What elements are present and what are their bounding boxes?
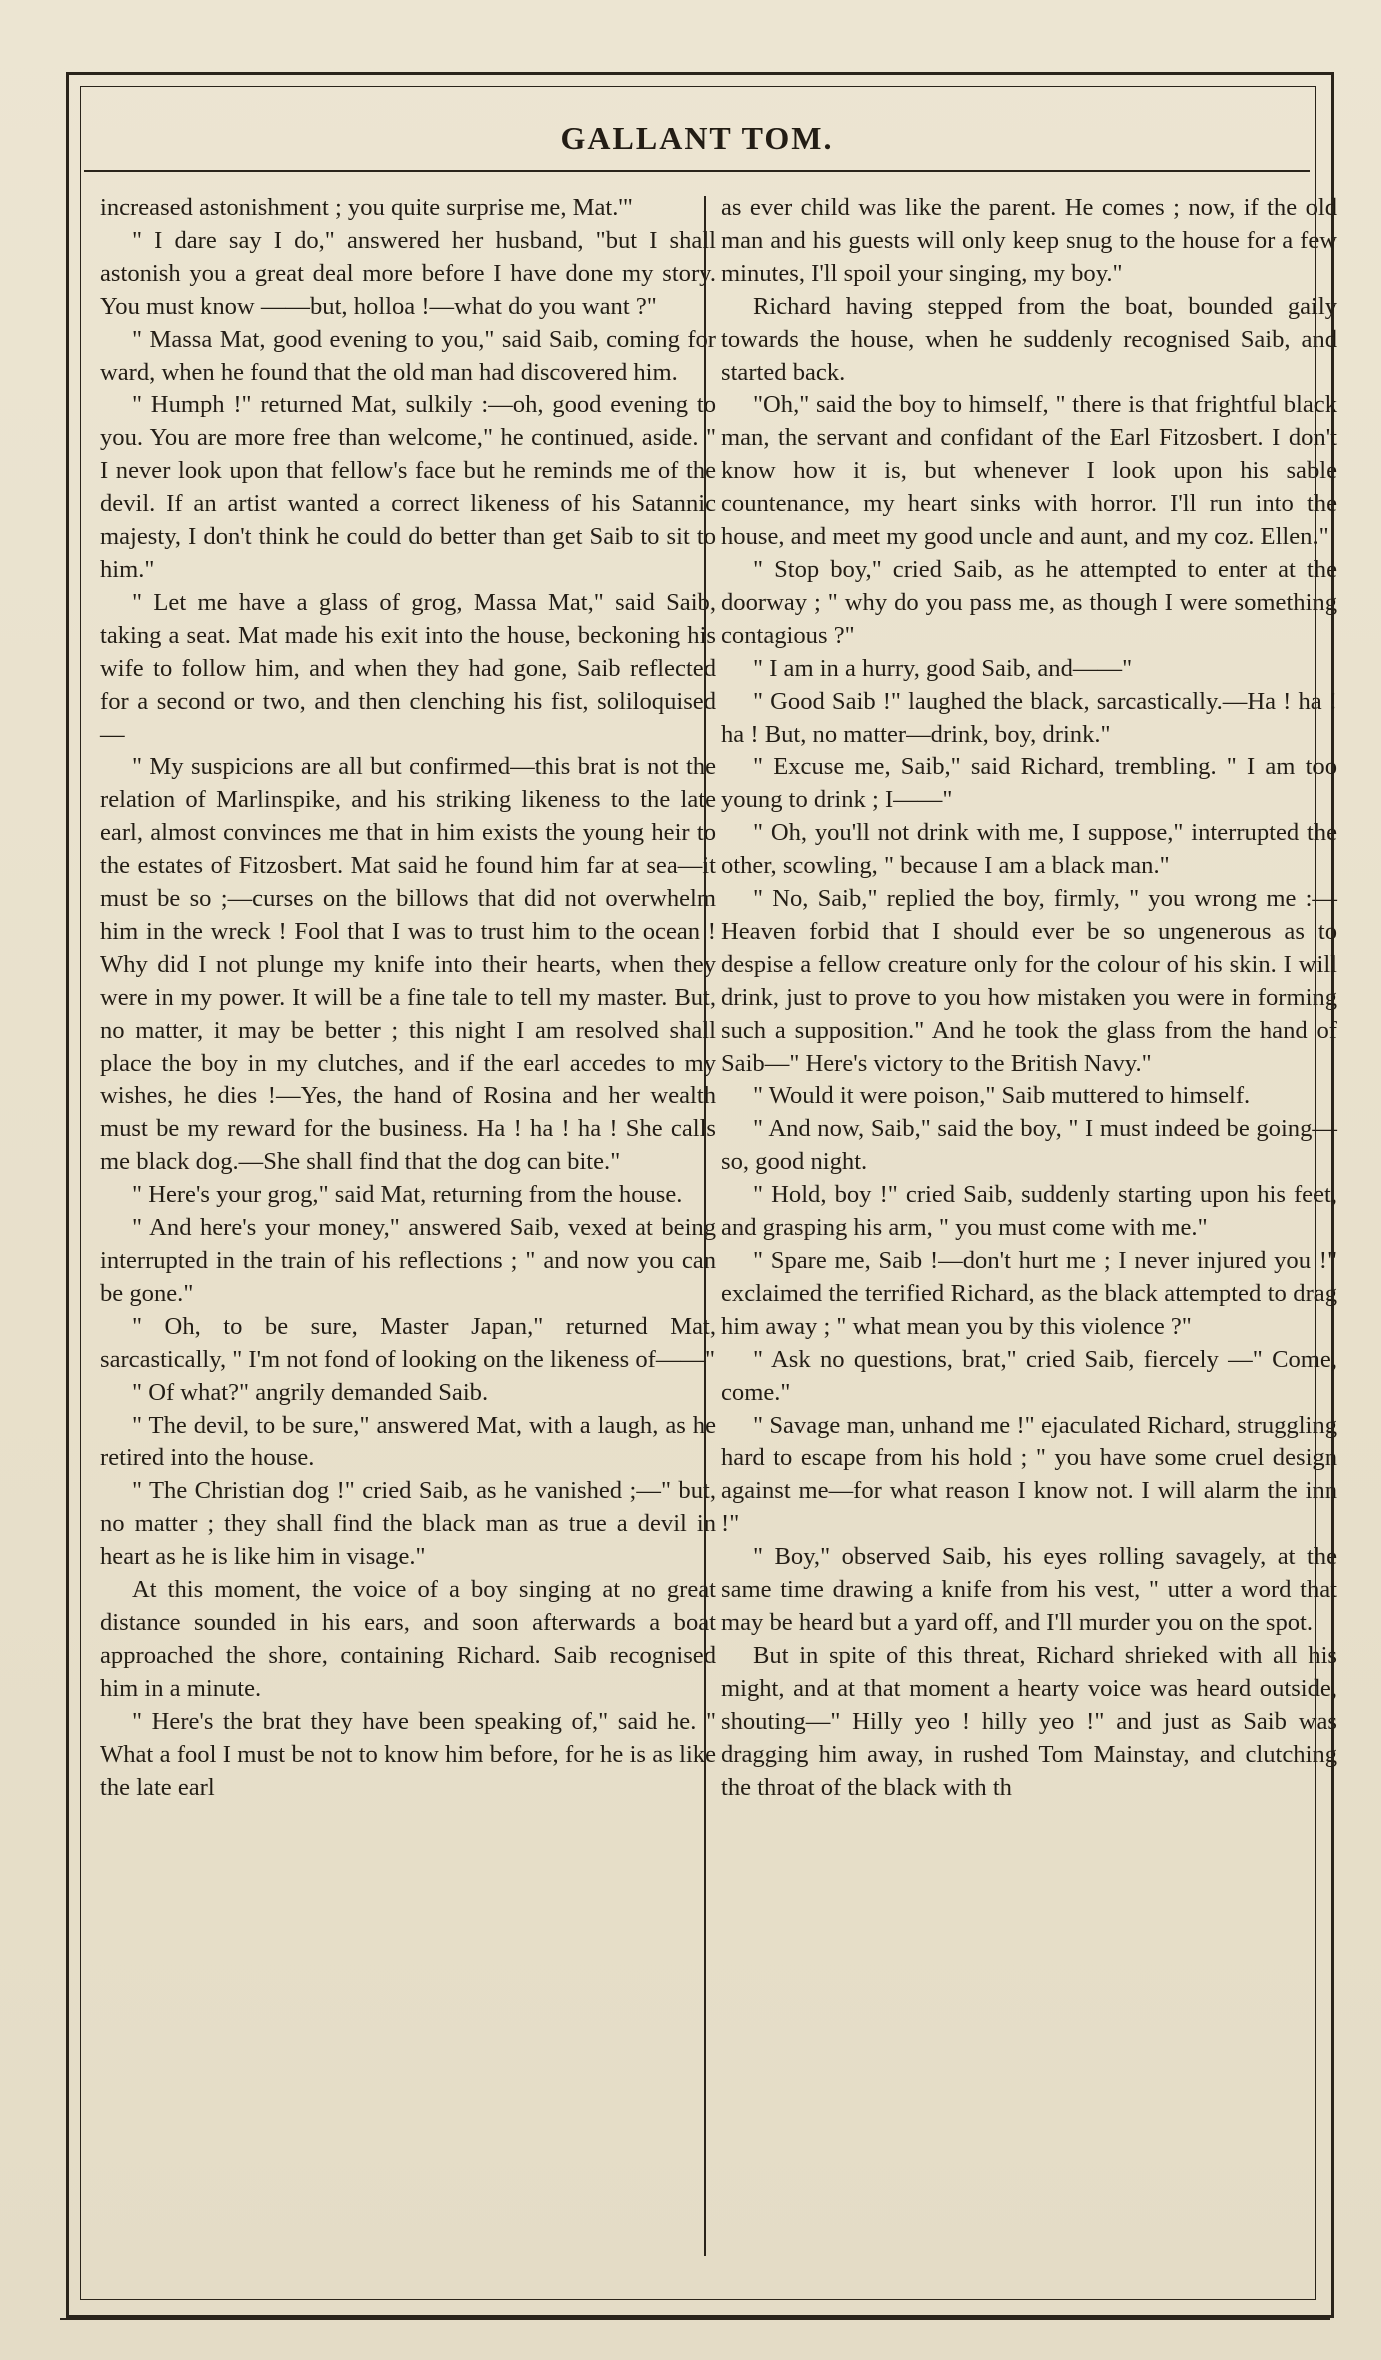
page-header (84, 108, 1310, 168)
paragraph: increased astonishment ; you quite surprise me, Mat.'" (100, 194, 633, 221)
paragraph: " Humph !" returned Mat, sulkily :—oh, good evening to you. You are more free than welcome," he continued, aside. " I never look upon that fellow's face but he reminds me of the devil. If an artist wanted a correct likeness of his Satannic majesty, I don't think he could do better than get Saib to sit to him." (100, 391, 716, 583)
paragraph: At this moment, the voice of a boy singing at no great distance sounded in his ears, and soon afterwards a boat approached the shore, containing Richard. Saib recognised him in a minute. (100, 1576, 716, 1702)
paragraph: " Ask no questions, brat," cried Saib, fiercely —" Come, come." (721, 1345, 1337, 1406)
paragraph: " Oh, to be sure, Master Japan," returned Mat, sarcastically, " I'm not fond of looking on the likeness of——" (100, 1312, 716, 1373)
paragraph: " Would it were poison," Saib muttered to himself. (753, 1082, 1251, 1110)
paragraph: " I dare say I do," answered her husband, "but I shall astonish you a great deal more before I have done my story. You must know ——but, holloa !—what do you want ?" (100, 226, 716, 320)
paragraph: " My suspicions are all but confirmed—this brat is not the relation of Marlinspike, and his striking likeness to the late earl, almost convinces me that in him exists the young heir to the estates of Fitzosbert. Mat said he found him far at sea—it must be so ;—curses on the billows that did not overwhelm him in the wreck ! Fool that I was to trust him to the ocean ! Why did I not plunge my knife into their hearts, when they were in my power. It will be a fine tale to tell my master. But, no matter, it may be better ; this night I am resolved shall place the boy in my clutches, and if the earl accedes to my wishes, he dies !—Yes, the hand of Rosina and her wealth must be my reward for the business. Ha ! ha ! ha ! She calls me black dog.—She shall find that the dog can bite." (100, 753, 716, 1176)
left-column (100, 192, 716, 1804)
paragraph: " Spare me, Saib !—don't hurt me ; I never injured you !" exclaimed the terrified Richard, as the black attempted to drag him away ; " what mean you by this violence ?" (721, 1247, 1337, 1340)
paragraph: " I am in a hurry, good Saib, and——" (753, 654, 1133, 682)
paragraph: " Boy," observed Saib, his eyes rolling savagely, at the same time drawing a knife from his vest, " utter a word that may be heard but a yard off, and I'll murder you on the spot. (721, 1543, 1337, 1636)
page-title: GALLANT TOM. (560, 120, 834, 156)
paragraph: as ever child was like the parent. He comes ; now, if the old man and his guests will only keep snug to the house for a few minutes, I'll spoil your singing, my boy." (721, 194, 1337, 287)
paragraph: Richard having stepped from the boat, bounded gaily towards the house, when he suddenly recognised Saib, and started back. (721, 292, 1337, 386)
paragraph: " Massa Mat, good evening to you," said Saib, coming for ward, when he found that the old man had discovered him. (100, 325, 716, 386)
header-rule (84, 170, 1310, 172)
right-column (721, 192, 1337, 1804)
paragraph: " Excuse me, Saib," said Richard, trembling. " I am too young to drink ; I——" (721, 753, 1337, 814)
paragraph: " Of what?" angrily demanded Saib. (132, 1378, 489, 1406)
paragraph: But in spite of this threat, Richard shrieked with all his might, and at that moment a hearty voice was heard outside, shouting—" Hilly yeo ! hilly yeo !" and just as Saib was dragging him away, in rushed Tom Mainstay, and clutching the throat of the black with th (721, 1641, 1337, 1801)
paragraph: " Let me have a glass of grog, Massa Mat," said Saib, taking a seat. Mat made his exit into the house, beckoning his wife to follow him, and when they had gone, Saib reflected for a second or two, and then clenching his fist, soliloquised— (100, 588, 716, 748)
paragraph: "Oh," said the boy to himself, " there is that frightful black man, the servant and confidant of the Earl Fitzosbert. I don't know how it is, but whenever I look upon his sable countenance, my heart sinks with horror. I'll run into the house, and meet my good uncle and aunt, and my coz. Ellen." (721, 391, 1337, 551)
paragraph: " Savage man, unhand me !" ejaculated Richard, struggling hard to escape from his hold ; " you have some cruel design against me—for what reason I know not. I will alarm the inn !" (721, 1411, 1337, 1538)
paragraph: " The devil, to be sure," answered Mat, with a laugh, as he retired into the house. (100, 1411, 716, 1472)
paragraph: " And now, Saib," said the boy, " I must indeed be going—so, good night. (721, 1115, 1337, 1176)
paragraph: " Stop boy," cried Saib, as he attempted to enter at the doorway ; " why do you pass me, as though I were something contagious ?" (721, 555, 1337, 649)
paragraph: " Oh, you'll not drink with me, I suppose," interrupted the other, scowling, " because I am a black man." (721, 819, 1337, 880)
paragraph: " No, Saib," replied the boy, firmly, " you wrong me :—Heaven forbid that I should ever be so ungenerous as to despise a fellow creature only for the colour of his skin. I will drink, just to prove to you how mistaken you were in forming such a supposition." And he took the glass from the hand of Saib—" Here's victory to the British Navy." (721, 885, 1337, 1077)
paragraph: " And here's your money," answered Saib, vexed at being interrupted in the train of his reflections ; " and now you can be gone." (100, 1214, 716, 1307)
bottom-rule (60, 2318, 1330, 2320)
paragraph: " Hold, boy !" cried Saib, suddenly starting upon his feet, and grasping his arm, " you must come with me." (721, 1181, 1337, 1242)
paragraph: " The Christian dog !" cried Saib, as he vanished ;—" but, no matter ; they shall find the black man as true a devil in heart as he is like him in visage." (100, 1477, 716, 1571)
paragraph: " Good Saib !" laughed the black, sarcastically.—Ha ! ha ! ha ! But, no matter—drink, boy, drink." (721, 687, 1337, 748)
paragraph: " Here's your grog," said Mat, returning from the house. (132, 1181, 683, 1209)
paragraph: " Here's the brat they have been speaking of," said he. " What a fool I must be not to know him before, for he is as like the late earl (100, 1707, 716, 1801)
